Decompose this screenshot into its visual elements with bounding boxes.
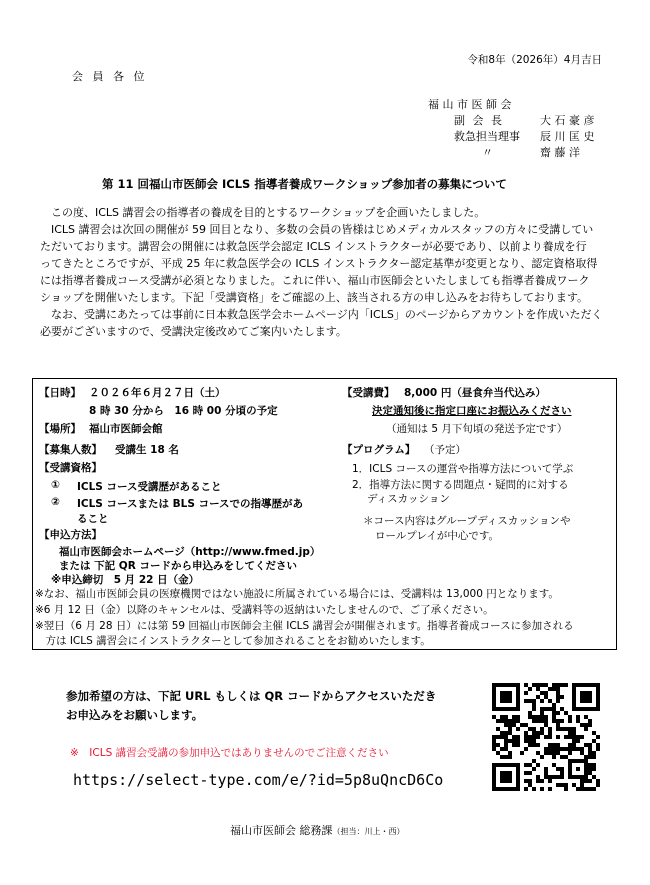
intro-text <box>40 204 602 340</box>
addressee: 会 員 各 位 <box>72 70 148 83</box>
intro-line: ただいております。講習会の開催には救急医学会認定 ICLS インストラクターが必要であり、以前より養成を行 <box>40 240 587 253</box>
fee-value: 8,000 円（昼食弁当代込み） <box>404 387 546 399</box>
fee-note-2: （通知は 5 月下旬頃の発送予定です） <box>386 423 568 435</box>
intro-line: ショップを開催いたします。下記「受講資格」をご確認の上、該当される方の申し込みをお待ちしております。 <box>40 291 589 304</box>
intro-line: この度、ICLS 講習会の指導者の養成を目的とするワークショップを企画いたしました。 <box>51 206 486 219</box>
program-note-1: ＊コース内容はグループディスカッションや <box>363 515 571 527</box>
cta-line-1: 参加希望の方は、下記 URL もしくは QR コードからアクセスいただき <box>66 689 437 703</box>
cta-line-2: お申込みをお願いします。 <box>66 708 204 722</box>
apply-label: 【申込方法】 <box>39 529 102 541</box>
program-item-2: 2．指導方法に関する問題点・疑問的に対する <box>352 479 569 491</box>
sender-name-1: 大 石 豪 彦 <box>540 114 595 127</box>
place-label: 【場所】 <box>39 423 81 435</box>
document-title: 第 11 回福山市医師会 ICLS 指導者養成ワークショップ参加者の募集について <box>102 177 507 191</box>
footer-dept <box>230 822 405 838</box>
issue-date: 令和8年（2026年）4月吉日 <box>467 54 602 66</box>
program-note-2: ロールプレイが中心です。 <box>375 530 500 542</box>
application-url-link[interactable]: https://select-type.com/e/?id=5p8uQncD6Co <box>73 771 444 789</box>
date-value: ２０２６年６月２７日（土） <box>89 387 226 399</box>
program-item-2-cont: ディスカッション <box>367 493 450 505</box>
sender-role-3: 〃 <box>482 146 493 159</box>
warning-text: ※ ICLS 講習会受講の参加申込ではありませんのでご注意ください <box>70 747 389 759</box>
footer-contact: （担当：川上・西） <box>332 827 405 836</box>
program-suffix: （予定） <box>424 444 466 456</box>
footer-dept-name: 福山市医師会 総務課 <box>230 824 333 837</box>
qr-code[interactable] <box>492 683 600 791</box>
intro-line: には指導者養成コース受講が必須となりました。これに伴い、福山市医師会といたしましても指導者養成ワーク <box>40 274 590 287</box>
sender-name-2: 辰 川 匡 史 <box>540 130 595 143</box>
note-2: ※6 月 12 日（金）以降のキャンセルは、受講料等の返納はいたしませんので、ご了承ください。 <box>35 604 494 616</box>
program-item-1: 1．ICLS コースの運営や指導方法について学ぶ <box>352 463 574 475</box>
sender-role-1: 副 会 長 <box>454 114 504 127</box>
intro-line: ICLS 講習会は次回の開催が 59 回目となり、多数の会員の皆様はじめメディカルスタッフの方々に受講してい <box>51 223 594 236</box>
qualification-text-2: ICLS コースまたは BLS コースでの指導歴があ <box>77 498 304 510</box>
capacity-value: 受講生 18 名 <box>115 444 179 456</box>
sender-name-3: 齋 藤 洋 <box>540 146 580 159</box>
intro-line: ってきたところですが、平成 25 年に救急医学会の ICLS インストラクター認定基準が変更となり、認定資格取得 <box>40 257 598 270</box>
qualification-label: 【受講資格】 <box>39 462 102 474</box>
sender-role-2: 救急担当理事 <box>454 130 520 143</box>
apply-line-2: または 下記 QR コードから申込みをしてください <box>59 560 297 572</box>
intro-line: 必要がございますので、受講決定後改めてご案内いたします。 <box>40 325 347 338</box>
fee-label: 【受講費】 <box>342 387 395 399</box>
qualification-text-2-cont: ること <box>77 513 109 525</box>
program-label: 【プログラム】 <box>342 444 416 456</box>
sender-org: 福 山 市 医 師 会 <box>428 98 512 111</box>
apply-line-1: 福山市医師会ホームページ（http://www.fmed.jp） <box>59 546 321 558</box>
intro-line: なお、受講にあたっては事前に日本救急医学会ホームページ内「ICLS」のページからアカウントを作成いただく <box>51 308 603 321</box>
fee-note-1: 決定通知後に指定口座にお振込みください <box>372 405 572 417</box>
place-value: 福山市医師会館 <box>89 423 163 435</box>
note-3: ※翌日（6 月 28 日）には第 59 回福山市医師会主催 ICLS 講習会が開催されます。指導者養成コースに参加される <box>35 620 574 632</box>
qualification-num-1: ① <box>51 479 60 491</box>
qualification-num-2: ② <box>51 496 60 508</box>
time-value: 8 時 30 分から 16 時 00 分頃の予定 <box>89 405 278 417</box>
qr-code-image <box>492 683 600 791</box>
date-label: 【日時】 <box>39 387 81 399</box>
details-box <box>32 378 617 650</box>
note-1: ※なお、福山市医師会員の医療機関ではない施設に所属されている場合には、受講料は 13,000 円となります。 <box>35 588 559 600</box>
deadline: ※申込締切 5 月 22 日（金） <box>51 574 200 586</box>
qualification-text-1: ICLS コース受講歴があること <box>77 481 222 493</box>
note-4: 方は ICLS 講習会にインストラクターとして参加されることをお勧めいたします。 <box>35 635 431 647</box>
capacity-label: 【募集人数】 <box>39 444 102 456</box>
